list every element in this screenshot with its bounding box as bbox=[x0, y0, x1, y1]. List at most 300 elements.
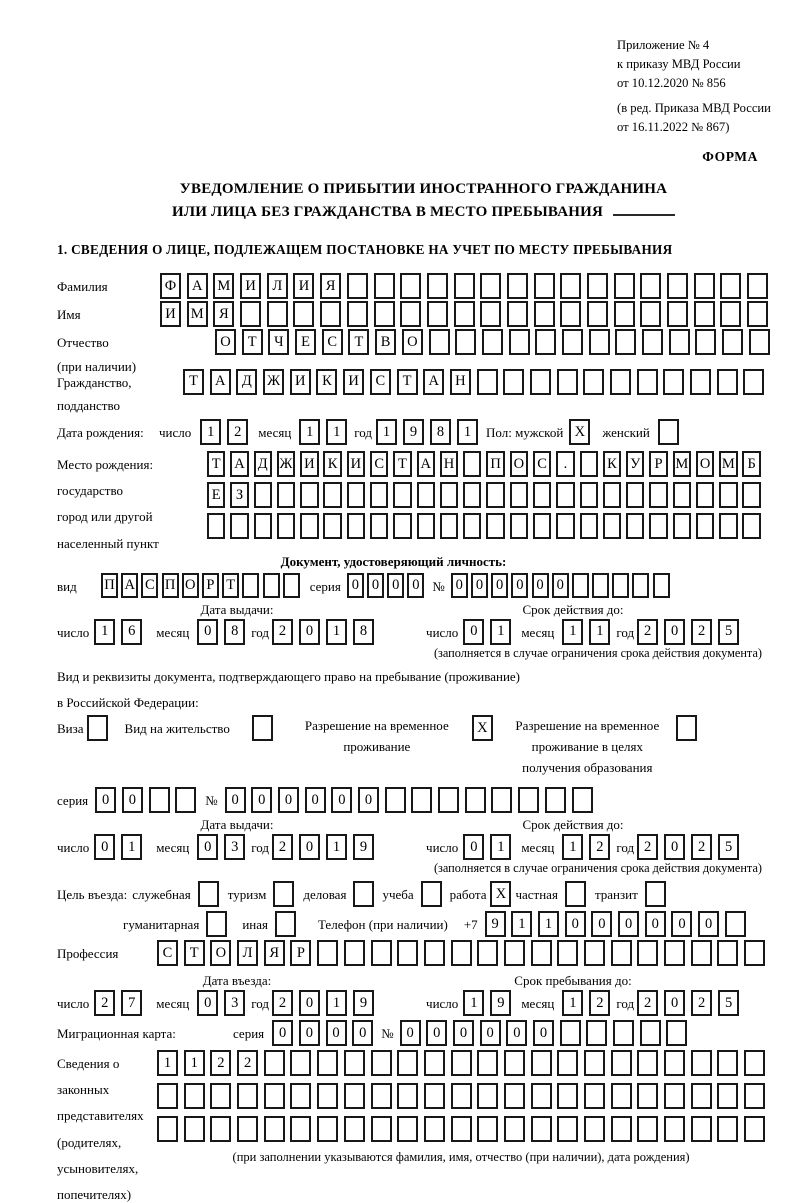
char-cell[interactable]: 1 bbox=[457, 419, 478, 445]
char-cell[interactable] bbox=[371, 1116, 392, 1142]
char-cell[interactable]: 7 bbox=[121, 990, 142, 1016]
char-cell[interactable] bbox=[370, 513, 388, 539]
temp-residence-checkbox[interactable] bbox=[472, 715, 493, 741]
char-cell[interactable] bbox=[480, 301, 501, 327]
purpose-official-checkbox[interactable] bbox=[198, 881, 219, 907]
char-cell[interactable]: 0 bbox=[299, 834, 320, 860]
char-cell[interactable] bbox=[411, 787, 432, 813]
char-cell[interactable] bbox=[275, 911, 296, 937]
char-cell[interactable]: К bbox=[323, 451, 341, 477]
char-cell[interactable]: 0 bbox=[407, 573, 424, 598]
char-cell[interactable]: Я bbox=[320, 273, 341, 299]
char-cell[interactable]: И bbox=[347, 451, 365, 477]
char-cell[interactable] bbox=[507, 273, 528, 299]
char-cell[interactable] bbox=[673, 482, 691, 508]
char-cell[interactable] bbox=[491, 787, 512, 813]
char-cell[interactable] bbox=[653, 573, 670, 598]
char-cell[interactable]: 1 bbox=[326, 834, 347, 860]
char-cell[interactable] bbox=[534, 273, 555, 299]
char-cell[interactable]: 0 bbox=[664, 619, 685, 645]
doc-expiry-day-field[interactable] bbox=[463, 619, 511, 645]
char-cell[interactable] bbox=[400, 273, 421, 299]
char-cell[interactable]: А bbox=[417, 451, 435, 477]
char-cell[interactable] bbox=[560, 1020, 581, 1046]
char-cell[interactable] bbox=[207, 513, 225, 539]
char-cell[interactable] bbox=[482, 329, 503, 355]
char-cell[interactable] bbox=[640, 301, 661, 327]
char-cell[interactable]: 5 bbox=[718, 619, 739, 645]
char-cell[interactable]: Ч bbox=[268, 329, 289, 355]
sex-female-checkbox[interactable] bbox=[658, 419, 679, 445]
char-cell[interactable] bbox=[317, 1050, 338, 1076]
char-cell[interactable] bbox=[393, 482, 411, 508]
char-cell[interactable]: 0 bbox=[480, 1020, 501, 1046]
char-cell[interactable]: 0 bbox=[347, 573, 364, 598]
char-cell[interactable] bbox=[371, 940, 392, 966]
char-cell[interactable]: Т bbox=[222, 573, 239, 598]
char-cell[interactable] bbox=[198, 881, 219, 907]
char-cell[interactable]: М bbox=[187, 301, 208, 327]
stay-year-field[interactable] bbox=[637, 990, 739, 1016]
char-cell[interactable] bbox=[397, 1050, 418, 1076]
char-cell[interactable] bbox=[572, 573, 589, 598]
char-cell[interactable] bbox=[353, 881, 374, 907]
phone-field[interactable] bbox=[485, 911, 746, 937]
visa-checkbox[interactable] bbox=[87, 715, 108, 741]
char-cell[interactable] bbox=[264, 1116, 285, 1142]
char-cell[interactable] bbox=[556, 513, 574, 539]
char-cell[interactable]: 2 bbox=[691, 619, 712, 645]
char-cell[interactable]: 0 bbox=[299, 619, 320, 645]
char-cell[interactable]: Т bbox=[207, 451, 225, 477]
char-cell[interactable] bbox=[503, 369, 524, 395]
char-cell[interactable]: 0 bbox=[565, 911, 586, 937]
char-cell[interactable] bbox=[694, 301, 715, 327]
char-cell[interactable]: 0 bbox=[532, 573, 549, 598]
char-cell[interactable]: 2 bbox=[272, 990, 293, 1016]
residence-expiry-day-field[interactable] bbox=[463, 834, 511, 860]
char-cell[interactable] bbox=[267, 301, 288, 327]
char-cell[interactable] bbox=[663, 369, 684, 395]
char-cell[interactable]: 3 bbox=[224, 834, 245, 860]
citizenship-field[interactable] bbox=[183, 369, 764, 395]
patronymic-field[interactable] bbox=[215, 329, 770, 355]
char-cell[interactable] bbox=[463, 451, 481, 477]
char-cell[interactable] bbox=[424, 1050, 445, 1076]
char-cell[interactable] bbox=[300, 482, 318, 508]
char-cell[interactable] bbox=[317, 1083, 338, 1109]
char-cell[interactable]: 2 bbox=[94, 990, 115, 1016]
doc-issue-month-field[interactable] bbox=[197, 619, 245, 645]
char-cell[interactable] bbox=[424, 1116, 445, 1142]
char-cell[interactable] bbox=[722, 329, 743, 355]
char-cell[interactable] bbox=[717, 940, 738, 966]
char-cell[interactable] bbox=[592, 573, 609, 598]
char-cell[interactable]: 0 bbox=[331, 787, 352, 813]
char-cell[interactable]: 0 bbox=[453, 1020, 474, 1046]
char-cell[interactable]: Р bbox=[202, 573, 219, 598]
residence-number-field[interactable] bbox=[225, 787, 593, 813]
char-cell[interactable] bbox=[611, 1083, 632, 1109]
char-cell[interactable] bbox=[290, 1083, 311, 1109]
char-cell[interactable] bbox=[580, 513, 598, 539]
char-cell[interactable]: 3 bbox=[224, 990, 245, 1016]
char-cell[interactable] bbox=[240, 301, 261, 327]
char-cell[interactable] bbox=[427, 301, 448, 327]
char-cell[interactable]: 1 bbox=[157, 1050, 178, 1076]
char-cell[interactable]: 0 bbox=[122, 787, 143, 813]
char-cell[interactable]: 0 bbox=[367, 573, 384, 598]
char-cell[interactable]: 2 bbox=[691, 990, 712, 1016]
birth-place-row1-field[interactable] bbox=[207, 451, 761, 477]
char-cell[interactable] bbox=[749, 329, 770, 355]
char-cell[interactable]: X bbox=[472, 715, 493, 741]
birth-year-field[interactable] bbox=[376, 419, 478, 445]
char-cell[interactable] bbox=[557, 1116, 578, 1142]
char-cell[interactable] bbox=[565, 881, 586, 907]
char-cell[interactable] bbox=[397, 1116, 418, 1142]
residence-issue-day-field[interactable] bbox=[94, 834, 142, 860]
char-cell[interactable]: Т bbox=[348, 329, 369, 355]
char-cell[interactable] bbox=[557, 1083, 578, 1109]
char-cell[interactable] bbox=[560, 301, 581, 327]
char-cell[interactable] bbox=[664, 940, 685, 966]
char-cell[interactable]: О bbox=[215, 329, 236, 355]
char-cell[interactable] bbox=[451, 1083, 472, 1109]
char-cell[interactable]: 0 bbox=[426, 1020, 447, 1046]
char-cell[interactable] bbox=[637, 1116, 658, 1142]
char-cell[interactable]: Т bbox=[183, 369, 204, 395]
char-cell[interactable]: П bbox=[486, 451, 504, 477]
char-cell[interactable]: О bbox=[510, 451, 528, 477]
char-cell[interactable]: И bbox=[343, 369, 364, 395]
char-cell[interactable] bbox=[477, 1050, 498, 1076]
char-cell[interactable] bbox=[531, 1083, 552, 1109]
char-cell[interactable]: 1 bbox=[200, 419, 221, 445]
char-cell[interactable] bbox=[455, 329, 476, 355]
char-cell[interactable] bbox=[557, 369, 578, 395]
char-cell[interactable]: О bbox=[402, 329, 423, 355]
purpose-other-checkbox[interactable] bbox=[275, 911, 296, 937]
char-cell[interactable]: 0 bbox=[511, 573, 528, 598]
char-cell[interactable]: 0 bbox=[305, 787, 326, 813]
char-cell[interactable] bbox=[584, 940, 605, 966]
char-cell[interactable]: Е bbox=[295, 329, 316, 355]
char-cell[interactable] bbox=[507, 301, 528, 327]
char-cell[interactable] bbox=[589, 329, 610, 355]
char-cell[interactable] bbox=[480, 273, 501, 299]
char-cell[interactable]: И bbox=[240, 273, 261, 299]
char-cell[interactable] bbox=[586, 1020, 607, 1046]
char-cell[interactable] bbox=[717, 1083, 738, 1109]
char-cell[interactable]: 2 bbox=[272, 619, 293, 645]
char-cell[interactable]: Т bbox=[397, 369, 418, 395]
char-cell[interactable] bbox=[691, 1116, 712, 1142]
representatives-row1-field[interactable] bbox=[157, 1050, 765, 1076]
birth-month-field[interactable] bbox=[299, 419, 347, 445]
char-cell[interactable] bbox=[417, 482, 435, 508]
char-cell[interactable]: 1 bbox=[511, 911, 532, 937]
char-cell[interactable] bbox=[719, 482, 737, 508]
char-cell[interactable] bbox=[397, 1083, 418, 1109]
char-cell[interactable]: 1 bbox=[562, 619, 583, 645]
char-cell[interactable] bbox=[242, 573, 259, 598]
char-cell[interactable] bbox=[691, 1083, 712, 1109]
char-cell[interactable]: А bbox=[423, 369, 444, 395]
entry-year-field[interactable] bbox=[272, 990, 374, 1016]
char-cell[interactable] bbox=[371, 1050, 392, 1076]
char-cell[interactable]: 0 bbox=[278, 787, 299, 813]
char-cell[interactable] bbox=[264, 1083, 285, 1109]
char-cell[interactable] bbox=[347, 482, 365, 508]
char-cell[interactable]: 0 bbox=[506, 1020, 527, 1046]
char-cell[interactable] bbox=[676, 715, 697, 741]
birth-place-row2-field[interactable] bbox=[207, 482, 761, 508]
char-cell[interactable]: 2 bbox=[637, 990, 658, 1016]
char-cell[interactable]: 0 bbox=[299, 1020, 320, 1046]
char-cell[interactable]: Е bbox=[207, 482, 225, 508]
char-cell[interactable]: 2 bbox=[272, 834, 293, 860]
char-cell[interactable]: З bbox=[230, 482, 248, 508]
entry-month-field[interactable] bbox=[197, 990, 245, 1016]
char-cell[interactable] bbox=[664, 1083, 685, 1109]
char-cell[interactable]: 0 bbox=[197, 990, 218, 1016]
stay-day-field[interactable] bbox=[463, 990, 511, 1016]
char-cell[interactable]: 6 bbox=[121, 619, 142, 645]
char-cell[interactable] bbox=[640, 273, 661, 299]
char-cell[interactable] bbox=[440, 482, 458, 508]
char-cell[interactable] bbox=[264, 1050, 285, 1076]
char-cell[interactable] bbox=[454, 273, 475, 299]
char-cell[interactable] bbox=[417, 513, 435, 539]
char-cell[interactable]: 0 bbox=[451, 573, 468, 598]
purpose-business-checkbox[interactable] bbox=[353, 881, 374, 907]
char-cell[interactable]: И bbox=[300, 451, 318, 477]
char-cell[interactable]: 2 bbox=[637, 834, 658, 860]
char-cell[interactable] bbox=[317, 940, 338, 966]
doc-series-field[interactable] bbox=[347, 573, 425, 598]
purpose-tourism-checkbox[interactable] bbox=[273, 881, 294, 907]
char-cell[interactable]: Я bbox=[264, 940, 285, 966]
char-cell[interactable] bbox=[273, 881, 294, 907]
char-cell[interactable]: И bbox=[160, 301, 181, 327]
char-cell[interactable]: 0 bbox=[471, 573, 488, 598]
char-cell[interactable]: 0 bbox=[664, 990, 685, 1016]
char-cell[interactable]: М bbox=[673, 451, 691, 477]
char-cell[interactable]: Д bbox=[236, 369, 257, 395]
char-cell[interactable] bbox=[637, 940, 658, 966]
char-cell[interactable] bbox=[611, 1116, 632, 1142]
char-cell[interactable] bbox=[664, 1050, 685, 1076]
char-cell[interactable] bbox=[719, 513, 737, 539]
char-cell[interactable]: 2 bbox=[237, 1050, 258, 1076]
char-cell[interactable] bbox=[696, 513, 714, 539]
char-cell[interactable]: 0 bbox=[618, 911, 639, 937]
char-cell[interactable] bbox=[742, 513, 760, 539]
char-cell[interactable]: С bbox=[322, 329, 343, 355]
char-cell[interactable]: 0 bbox=[197, 834, 218, 860]
char-cell[interactable] bbox=[427, 273, 448, 299]
char-cell[interactable] bbox=[424, 1083, 445, 1109]
char-cell[interactable]: 0 bbox=[326, 1020, 347, 1046]
stay-month-field[interactable] bbox=[562, 990, 610, 1016]
char-cell[interactable]: Б bbox=[742, 451, 760, 477]
char-cell[interactable]: И bbox=[290, 369, 311, 395]
char-cell[interactable] bbox=[560, 273, 581, 299]
char-cell[interactable] bbox=[695, 329, 716, 355]
char-cell[interactable] bbox=[87, 715, 108, 741]
char-cell[interactable] bbox=[717, 369, 738, 395]
char-cell[interactable] bbox=[637, 1083, 658, 1109]
char-cell[interactable] bbox=[510, 513, 528, 539]
birth-place-row3-field[interactable] bbox=[207, 513, 761, 539]
char-cell[interactable] bbox=[230, 513, 248, 539]
char-cell[interactable] bbox=[454, 301, 475, 327]
char-cell[interactable]: Ж bbox=[277, 451, 295, 477]
char-cell[interactable]: 8 bbox=[430, 419, 451, 445]
doc-issue-year-field[interactable] bbox=[272, 619, 374, 645]
entry-day-field[interactable] bbox=[94, 990, 142, 1016]
char-cell[interactable] bbox=[290, 1116, 311, 1142]
char-cell[interactable] bbox=[615, 329, 636, 355]
char-cell[interactable]: 8 bbox=[353, 619, 374, 645]
purpose-study-checkbox[interactable] bbox=[421, 881, 442, 907]
purpose-work-checkbox[interactable] bbox=[490, 881, 511, 907]
char-cell[interactable] bbox=[666, 1020, 687, 1046]
char-cell[interactable] bbox=[504, 1050, 525, 1076]
char-cell[interactable]: А bbox=[121, 573, 138, 598]
char-cell[interactable]: О bbox=[182, 573, 199, 598]
char-cell[interactable]: 9 bbox=[485, 911, 506, 937]
char-cell[interactable]: Н bbox=[440, 451, 458, 477]
char-cell[interactable] bbox=[610, 369, 631, 395]
char-cell[interactable]: А bbox=[187, 273, 208, 299]
char-cell[interactable]: 1 bbox=[463, 990, 484, 1016]
given-name-field[interactable] bbox=[160, 301, 768, 327]
char-cell[interactable]: 1 bbox=[490, 619, 511, 645]
char-cell[interactable]: М bbox=[213, 273, 234, 299]
char-cell[interactable]: Я bbox=[213, 301, 234, 327]
char-cell[interactable]: А bbox=[230, 451, 248, 477]
char-cell[interactable] bbox=[477, 1116, 498, 1142]
char-cell[interactable] bbox=[210, 1116, 231, 1142]
migration-series-field[interactable] bbox=[272, 1020, 373, 1046]
char-cell[interactable] bbox=[557, 1050, 578, 1076]
char-cell[interactable] bbox=[691, 1050, 712, 1076]
char-cell[interactable] bbox=[371, 1083, 392, 1109]
char-cell[interactable]: С bbox=[157, 940, 178, 966]
char-cell[interactable] bbox=[486, 482, 504, 508]
char-cell[interactable]: М bbox=[719, 451, 737, 477]
char-cell[interactable] bbox=[580, 451, 598, 477]
char-cell[interactable] bbox=[649, 482, 667, 508]
char-cell[interactable] bbox=[626, 513, 644, 539]
char-cell[interactable] bbox=[667, 273, 688, 299]
char-cell[interactable] bbox=[374, 301, 395, 327]
char-cell[interactable] bbox=[344, 1083, 365, 1109]
char-cell[interactable] bbox=[626, 482, 644, 508]
char-cell[interactable]: 0 bbox=[299, 990, 320, 1016]
char-cell[interactable]: 0 bbox=[95, 787, 116, 813]
char-cell[interactable] bbox=[283, 573, 300, 598]
char-cell[interactable] bbox=[424, 940, 445, 966]
char-cell[interactable] bbox=[518, 787, 539, 813]
char-cell[interactable] bbox=[175, 787, 196, 813]
char-cell[interactable] bbox=[509, 329, 530, 355]
char-cell[interactable] bbox=[720, 273, 741, 299]
char-cell[interactable] bbox=[157, 1083, 178, 1109]
char-cell[interactable]: А bbox=[210, 369, 231, 395]
char-cell[interactable]: К bbox=[316, 369, 337, 395]
char-cell[interactable] bbox=[545, 787, 566, 813]
char-cell[interactable]: У bbox=[626, 451, 644, 477]
char-cell[interactable]: 1 bbox=[589, 619, 610, 645]
char-cell[interactable]: И bbox=[293, 273, 314, 299]
char-cell[interactable] bbox=[293, 301, 314, 327]
temp-residence-edu-checkbox[interactable] bbox=[676, 715, 697, 741]
char-cell[interactable]: 0 bbox=[463, 619, 484, 645]
char-cell[interactable] bbox=[747, 273, 768, 299]
migration-number-field[interactable] bbox=[400, 1020, 688, 1046]
char-cell[interactable]: 0 bbox=[698, 911, 719, 937]
char-cell[interactable]: 1 bbox=[299, 419, 320, 445]
char-cell[interactable] bbox=[640, 1020, 661, 1046]
char-cell[interactable] bbox=[669, 329, 690, 355]
char-cell[interactable] bbox=[725, 911, 746, 937]
representatives-row3-field[interactable] bbox=[157, 1116, 765, 1142]
char-cell[interactable]: 0 bbox=[358, 787, 379, 813]
char-cell[interactable] bbox=[385, 787, 406, 813]
char-cell[interactable] bbox=[347, 273, 368, 299]
char-cell[interactable]: 9 bbox=[353, 834, 374, 860]
purpose-transit-checkbox[interactable] bbox=[645, 881, 666, 907]
char-cell[interactable] bbox=[210, 1083, 231, 1109]
char-cell[interactable] bbox=[694, 273, 715, 299]
char-cell[interactable] bbox=[374, 273, 395, 299]
char-cell[interactable]: О bbox=[210, 940, 231, 966]
char-cell[interactable]: 1 bbox=[538, 911, 559, 937]
char-cell[interactable] bbox=[603, 513, 621, 539]
representatives-row2-field[interactable] bbox=[157, 1083, 765, 1109]
char-cell[interactable]: 0 bbox=[272, 1020, 293, 1046]
char-cell[interactable]: Н bbox=[450, 369, 471, 395]
char-cell[interactable]: 0 bbox=[671, 911, 692, 937]
char-cell[interactable]: Т bbox=[184, 940, 205, 966]
char-cell[interactable] bbox=[277, 482, 295, 508]
char-cell[interactable] bbox=[300, 513, 318, 539]
char-cell[interactable] bbox=[347, 513, 365, 539]
char-cell[interactable]: Ф bbox=[160, 273, 181, 299]
purpose-private-checkbox[interactable] bbox=[565, 881, 586, 907]
char-cell[interactable]: 0 bbox=[387, 573, 404, 598]
char-cell[interactable]: 0 bbox=[352, 1020, 373, 1046]
char-cell[interactable]: 0 bbox=[400, 1020, 421, 1046]
char-cell[interactable] bbox=[184, 1083, 205, 1109]
char-cell[interactable] bbox=[530, 369, 551, 395]
char-cell[interactable] bbox=[642, 329, 663, 355]
char-cell[interactable]: Л bbox=[237, 940, 258, 966]
doc-expiry-year-field[interactable] bbox=[637, 619, 739, 645]
residence-series-field[interactable] bbox=[95, 787, 196, 813]
char-cell[interactable]: Т bbox=[393, 451, 411, 477]
char-cell[interactable]: 0 bbox=[463, 834, 484, 860]
char-cell[interactable] bbox=[614, 273, 635, 299]
residence-issue-year-field[interactable] bbox=[272, 834, 374, 860]
char-cell[interactable] bbox=[421, 881, 442, 907]
char-cell[interactable]: X bbox=[569, 419, 590, 445]
char-cell[interactable] bbox=[277, 513, 295, 539]
char-cell[interactable]: П bbox=[162, 573, 179, 598]
